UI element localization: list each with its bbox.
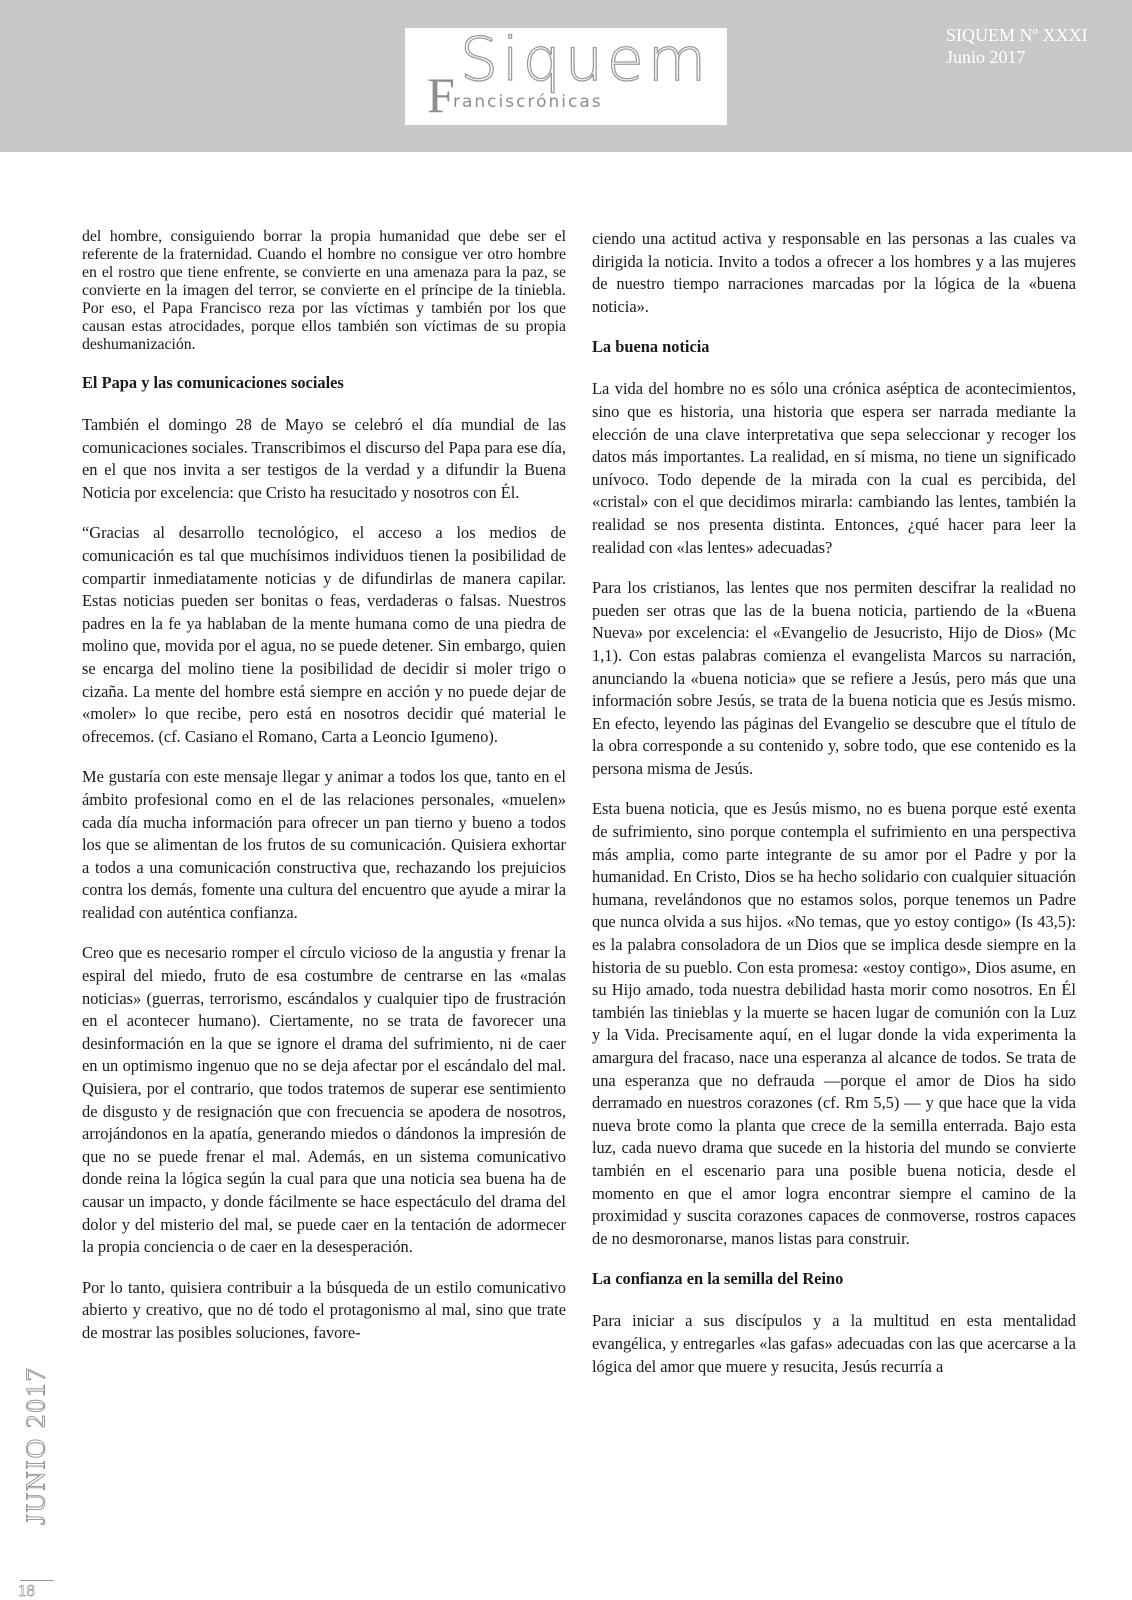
paragraph: Para iniciar a sus discípulos y a la multitud en esta mentalidad evangélica, y entregarles «las gafas» adecuadas con las que acercarse a la lógica del amor que muere y resucita, Jesús recurría a — [592, 1311, 1076, 1376]
logo-initial: F — [427, 67, 455, 123]
issue-info — [946, 24, 1088, 68]
issue-number: SIQUEM Nº XXXI — [946, 25, 1088, 45]
paragraph: “Gracias al desarrollo tecnológico, el acceso a los medios de comunicación es tal que muchísimos individuos tienen la posibilidad de compartir inmediatamente noticias y de difundirlas de manera capilar. Estas noticias pueden ser bonitas o feas, verdaderas o falsas. Nuestros padres en la fe ya hablaban de la mente humana como de una piedra de molino que, movida por el agua, no se puede detener. Sin embargo, quien se encarga del molino tiene la posibilidad de decidir si moler trigo o cizaña. La mente del hombre está siempre en acción y no puede dejar de «moler» lo que recibe, pero está en nosotros decidir qué material le ofrecemos. (cf. Casiano el Romano, Carta a Leoncio Igumeno). — [82, 523, 566, 746]
paragraph: La vida del hombre no es sólo una crónica aséptica de acontecimientos, sino que es historia, una historia que espera ser narrada mediante la elección de una clave interpretativa que sepa seleccionar y recoger los datos más importantes. La realidad, en sí misma, no tiene un significado unívoco. Todo depende de la mirada con la cual es percibida, del «cristal» con el que decidimos mirarla: cambiando las lentes, también la realidad se nos presenta distinta. Entonces, ¿qué hacer para leer la realidad con «las lentes» adecuadas? — [592, 379, 1076, 557]
paragraph: Creo que es necesario romper el círculo vicioso de la angustia y frenar la espiral del miedo, fruto de esa costumbre de centrarse en las «malas noticias» (guerras, terrorismo, escándalos y cualquier tipo de frustración en el acontecer humano). Ciertamente, no se trata de favorecer una desinformación en la que se ignore el drama del sufrimiento, ni de caer en un optimismo ingenuo que no se deja afectar por el escándalo del mal. Quisiera, por el contrario, que todos tratemos de superar ese sentimiento de disgusto y de resignación que con frecuencia se apodera de nosotros, arrojándonos en la apatía, generando miedos o dándonos la impresión de que no se puede frenar el mal. Además, en un sistema comunicativo donde reina la lógica según la cual para que una noticia sea buena ha de causar un impacto, y donde fácilmente se hace espectáculo del drama del dolor y del misterio del mal, se puede caer en la tentación de adormecer la propia conciencia o de caer en la desesperación. — [82, 943, 566, 1257]
section-heading: La buena noticia — [592, 337, 710, 357]
logo-word: Siquem — [460, 25, 711, 95]
paragraph: Por lo tanto, quisiera contribuir a la búsqueda de un estilo comunicativo abierto y creativo, que no dé todo el protagonismo al mal, sino que trate de mostrar las posibles soluciones, favore- — [82, 1277, 566, 1342]
page-number: 18 — [18, 1581, 35, 1600]
section-heading: La confianza en la semilla del Reino — [592, 1269, 844, 1289]
issue-date: Junio 2017 — [946, 47, 1026, 67]
section-heading: El Papa y las comunicaciones sociales — [82, 373, 344, 392]
paragraph: ciendo una actitud activa y responsable en las personas a las cuales va dirigida la noticia. Invito a todos a ofrecer a los hombres y a las mujeres de nuestro tiempo narraciones marcadas por la lógica de la «buena noticia». — [592, 229, 1076, 316]
paragraph: Esta buena noticia, que es Jesús mismo, no es buena porque esté exenta de sufrimiento, sino porque contempla el sufrimiento en una perspectiva más amplia, como parte integrante de su amor por el Padre y por la humanidad. En Cristo, Dios se ha hecho solidario con cualquier situación humana, revelándonos que no estamos solos, porque tenemos un Padre que nunca olvida a sus hijos. «No temas, que yo estoy contigo» (Is 43,5): es la palabra consoladora de un Dios que se implica desde siempre en la historia de su pueblo. Con esta promesa: «estoy contigo», Dios asume, en su Hijo amado, toda nuestra debilidad hasta morir como nosotros. En Él también las tinieblas y la muerte se hacen lugar de comunión con la Luz y la Vida. Precisamente aquí, en el lugar donde la vida experimenta la amargura del fracaso, nace una esperanza al alcance de todos. Se trata de una esperanza que no defrauda —porque el amor de Dios ha sido derramado en nuestros corazones (cf. Rm 5,5) — y que hace que la vida nueva brote como la planta que crece de la semilla enterrada. Bajo esta luz, cada nuevo drama que sucede en la historia del mundo se convierte también en el escenario para una posible buena noticia, desde el momento en que el amor logra encontrar siempre el camino de la proximidad y suscita corazones capaces de conmoverse, rostros capaces de no desmoronarse, manos listas para construir. — [592, 799, 1076, 1248]
logo-subtitle: ranciscrónicas — [453, 92, 603, 112]
page-header — [0, 0, 1132, 152]
paragraph: Para los cristianos, las lentes que nos permiten descifrar la realidad no pueden ser otras que las de la buena noticia, partiendo de la «Buena Nueva» por excelencia: el «Evangelio de Jesucristo, Hijo de Dios» (Mc 1,1). Con estas palabras comienza el evangelista Marcos su narración, anunciando la «buena noticia» que se refiere a Jesús, pero más que una información sobre Jesús, se trata de la buena noticia que es Jesús mismo. En efecto, leyendo las páginas del Evangelio se descubre que el título de la obra corresponde a su contenido y, sobre todo, que ese contenido es la persona misma de Jesús. — [592, 578, 1076, 778]
paragraph: Me gustaría con este mensaje llegar y animar a todos los que, tanto en el ámbito profesional como en el de las relaciones personales, «muelen» cada día mucha información para ofrecer un pan tierno y bueno a todos los que se alimentan de los frutos de su comunicación. Quisiera exhortar a todos a una comunicación constructiva que, rechazando los prejuicios contra los demás, fomente una cultura del encuentro que ayude a mirar la realidad con auténtica confianza. — [82, 767, 566, 922]
right-column — [592, 228, 1076, 1396]
paragraph: También el domingo 28 de Mayo se celebró el día mundial de las comunicaciones sociales. Transcribimos el discurso del Papa para ese día, en el que nos invita a ser testigos de la verdad y a difundir la Buena Noticia por excelencia: que Cristo ha resucitado y nosotros con Él. — [82, 415, 566, 502]
paragraph: del hombre, consiguiendo borrar la propia humanidad que debe ser el referente de la fraternidad. Cuando el hombre no consigue ver otro hombre en el rostro que tiene enfrente, se convierte en una amenaza para la paz, se convierte en la imagen del terror, se convierte en el príncipe de la tiniebla. Por eso, el Papa Francisco reza por las víctimas y también por los que causan estas atrocidades, porque ellos también son víctimas de su propia deshumanización. — [82, 228, 566, 353]
side-date: JUNIO 2017 — [20, 1366, 51, 1525]
left-column — [82, 228, 566, 1363]
magazine-logo — [405, 25, 727, 125]
